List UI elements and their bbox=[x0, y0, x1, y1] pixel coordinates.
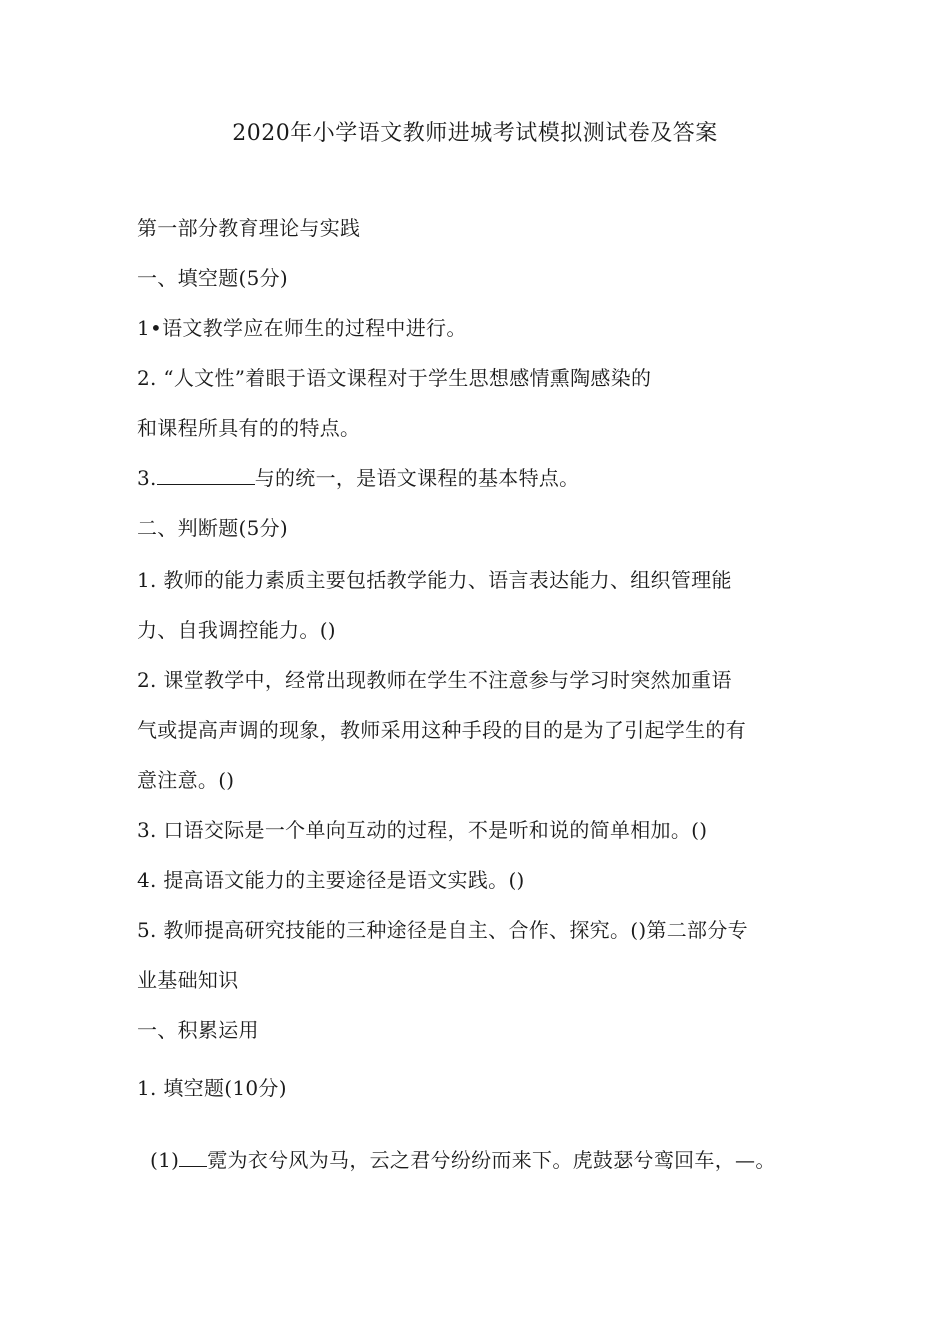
part-two-heading-continued: 业基础知识 bbox=[137, 968, 239, 992]
question-number: 3. bbox=[137, 466, 157, 490]
tf-question-4: 4. 提高语文能力的主要途径是语文实践。() bbox=[137, 868, 525, 892]
tf-question-1: 1. 教师的能力素质主要包括教学能力、语言表达能力、组织管理能 bbox=[137, 568, 732, 592]
question-number: (1) bbox=[150, 1148, 180, 1172]
part-one-heading: 第一部分教育理论与实践 bbox=[137, 216, 361, 240]
section-accumulation-heading: 一、积累运用 bbox=[137, 1018, 259, 1042]
tf-question-2: 2. 课堂教学中，经常出现教师在学生不注意参与学习时突然加重语 bbox=[137, 668, 732, 692]
tf-question-2-end: 意注意。() bbox=[137, 768, 235, 792]
tf-question-2-continued: 气或提高声调的现象，教师采用这种手段的目的是为了引起学生的有 bbox=[137, 718, 746, 742]
fill-question-2-continued: 和课程所具有的的特点。 bbox=[137, 416, 361, 440]
fill-question-2: 2. “人文性”着眼于语文课程对于学生思想感情熏陶感染的 bbox=[137, 366, 652, 390]
answer-blank bbox=[179, 1146, 207, 1167]
fill-question-1: 1•语文教学应在师生的过程中进行。 bbox=[137, 316, 467, 340]
poem-fill-question-1 bbox=[150, 1145, 776, 1175]
fill-question-3 bbox=[137, 463, 580, 493]
tf-question-5: 5. 教师提高研究技能的三种途径是自主、合作、探究。()第二部分专 bbox=[137, 918, 748, 942]
document-title: 2020年小学语文教师进城考试模拟测试卷及答案 bbox=[232, 121, 718, 146]
question-text: 与的统一，是语文课程的基本特点。 bbox=[254, 466, 580, 490]
answer-blank bbox=[157, 464, 255, 485]
tf-question-1-continued: 力、自我调控能力。() bbox=[137, 618, 336, 642]
section-true-false-heading: 二、判断题(5分) bbox=[137, 516, 289, 540]
subsection-fill-blank-heading: 1. 填空题(10分) bbox=[137, 1076, 287, 1100]
question-text: 霓为衣兮风为马，云之君兮纷纷而来下。虎鼓瑟兮鸾回车，—。 bbox=[207, 1148, 776, 1172]
section-fill-blank-heading: 一、填空题(5分) bbox=[137, 266, 289, 290]
tf-question-3: 3. 口语交际是一个单向互动的过程，不是听和说的简单相加。() bbox=[137, 818, 708, 842]
